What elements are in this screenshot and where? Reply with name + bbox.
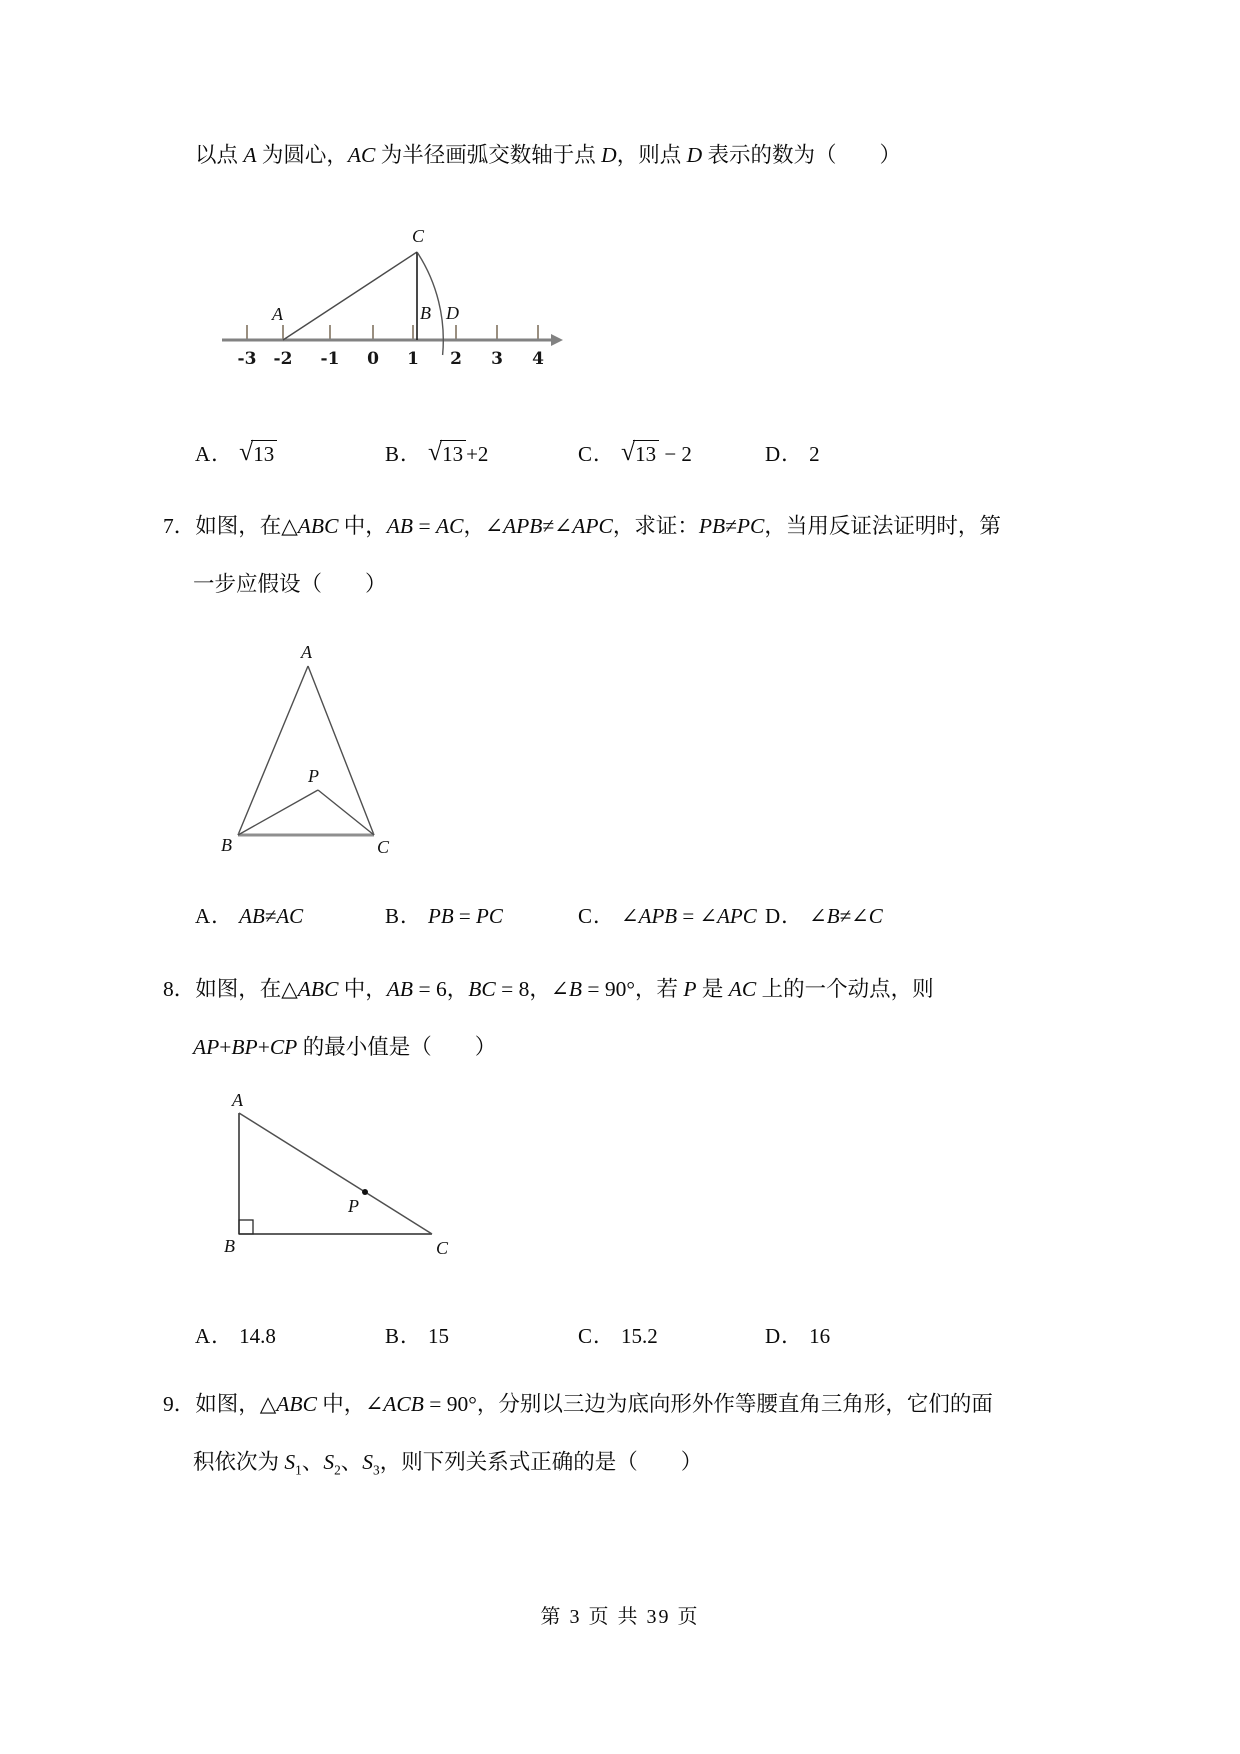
q8-option-d (765, 1320, 830, 1350)
q7-options-row (0, 900, 1240, 944)
option-value: AB≠AC (239, 904, 304, 928)
point-label-B: B (221, 835, 232, 855)
point-label-C: C (377, 837, 390, 857)
q6-options-row (0, 438, 1240, 482)
tick-label: 4 (532, 349, 544, 369)
option-key: D． (765, 442, 804, 466)
option-value: 16 (809, 1324, 831, 1348)
point-label-C: C (412, 226, 425, 246)
point-label-P: P (308, 766, 319, 786)
segment-AC (283, 252, 417, 340)
point-label-A: A (301, 642, 312, 662)
q7-option-c (578, 900, 757, 930)
tick-label: 0 (367, 349, 379, 369)
option-key: D． (765, 904, 804, 928)
hypotenuse-AC (239, 1113, 432, 1234)
point-P-dot (362, 1189, 368, 1195)
option-key: C． (578, 442, 616, 466)
tick-label: -1 (320, 349, 340, 369)
option-key: C． (578, 1324, 616, 1348)
q9-stem-line1: 9．如图，△ABC 中，∠ACB = 90°，分别以三边为底向形外作等腰直角三角形，它们的面 (163, 1392, 993, 1416)
q9-stem-line2: 积依次为 $S_1$、$S_2$、$S_3$，则下列关系式正确的是（ ） (193, 1450, 703, 1478)
option-key: B． (385, 442, 423, 466)
segment-PB (238, 790, 318, 835)
q7-option-b (385, 900, 503, 930)
point-label-P: P (348, 1196, 359, 1216)
tick-label: -2 (273, 349, 293, 369)
q7-triangle-figure (195, 640, 400, 858)
option-key: B． (385, 1324, 423, 1348)
q7-option-a (195, 900, 303, 930)
q8-stem-line2: AP+BP+CP 的最小值是（ ） (193, 1035, 497, 1059)
option-key: A． (195, 904, 234, 928)
option-key: A． (195, 1324, 234, 1348)
page-footer: 第 3 页 共 39 页 (540, 1606, 700, 1628)
option-value: PB = PC (428, 904, 503, 928)
right-angle-mark (239, 1220, 253, 1234)
point-label-B: B (224, 1236, 235, 1256)
option-value: 15.2 (621, 1324, 658, 1348)
point-label-C: C (436, 1238, 449, 1258)
q8-option-a (195, 1320, 276, 1350)
numberline-ticks (247, 325, 538, 339)
option-value: √13 +2 (428, 437, 489, 466)
side-AC (308, 666, 374, 835)
option-value: ∠APB = ∠APC (621, 904, 757, 928)
q7-option-d (765, 900, 883, 930)
numberline-tick-labels (238, 349, 545, 369)
option-value: √13 (239, 442, 277, 466)
q6-option-b (385, 438, 488, 468)
q7-stem-line1: 7．如图，在△ABC 中，AB = AC，∠APB≠∠APC，求证：PB≠PC，当用反证法证明时，第 (163, 514, 1001, 538)
q8-option-b (385, 1320, 449, 1350)
q8-option-c (578, 1320, 658, 1350)
q6-option-d (765, 438, 820, 468)
q7-stem-line2: 一步应假设（ ） (193, 572, 387, 596)
tick-label: -3 (237, 349, 257, 369)
option-key: A． (195, 442, 234, 466)
option-value: √13 − 2 (621, 437, 692, 466)
option-key: D． (765, 1324, 804, 1348)
q8-options-row (0, 1320, 1240, 1364)
option-key: C． (578, 904, 616, 928)
option-value: 15 (428, 1324, 450, 1348)
tick-label: 2 (450, 349, 462, 369)
q6-numberline-figure (220, 212, 570, 377)
axis-arrow-icon (551, 334, 563, 346)
option-value: 14.8 (239, 1324, 276, 1348)
q6-option-a (195, 438, 277, 468)
tick-label: 1 (407, 349, 419, 369)
q8-right-triangle-figure (195, 1090, 460, 1265)
option-value: ∠B≠∠C (809, 904, 883, 928)
q6-stem-text: 以点 A 为圆心，AC 为半径画弧交数轴于点 D，则点 D 表示的数为（ ） (195, 143, 902, 167)
side-AB (238, 666, 308, 835)
q8-stem-line1: 8．如图，在△ABC 中，AB = 6，BC = 8，∠B = 90°，若 P 是 AC 上的一个动点，则 (163, 977, 934, 1001)
option-key: B． (385, 904, 423, 928)
point-label-D: D (446, 303, 459, 323)
point-label-A: A (272, 304, 283, 324)
q6-option-c (578, 438, 692, 468)
point-label-B: B (420, 303, 431, 323)
point-label-A: A (232, 1090, 243, 1110)
option-value: 2 (809, 442, 820, 466)
tick-label: 3 (491, 349, 503, 369)
